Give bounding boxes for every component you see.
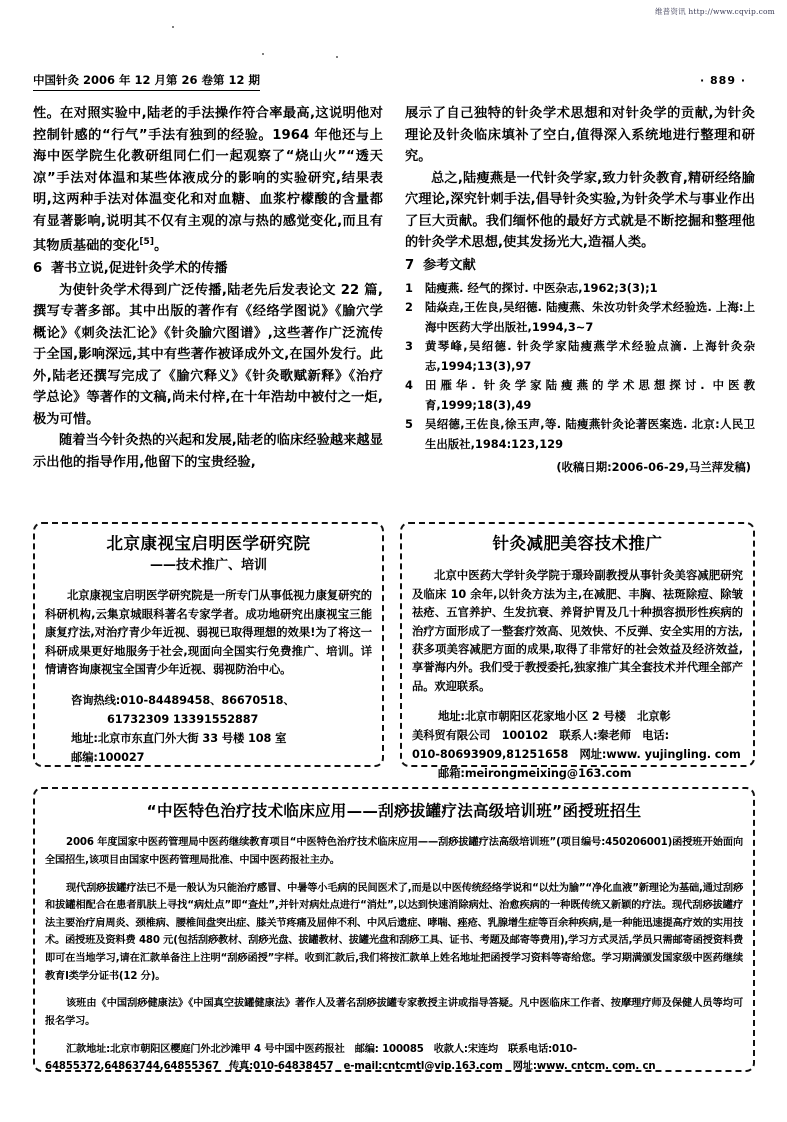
- section-heading-6: [33, 258, 383, 280]
- ad-tel-value: :010-: [548, 1043, 577, 1055]
- reference-superscript: [5]: [139, 237, 155, 247]
- reference-item: [405, 415, 755, 454]
- section-number: 6: [33, 260, 43, 276]
- cqvip-watermark: 维普资讯 http://www.cqvip.com: [654, 7, 775, 16]
- ad-paragraph: 2006 年度国家中医药管理局中医药继续教育项目“中医特色治疗技术临床应用——刮痧拔罐疗法高级培训班”(项目编号:450206001)函授班开始面向全国招生,该项目由国家中医药管理局批准、中国中医药报社主办。: [45, 837, 743, 866]
- scan-speck: [336, 56, 338, 58]
- paragraph: 随着当今针灸热的兴起和发展,陆老的临床经验越来越显示出他的指导作用,他留下的宝贵经验,: [33, 433, 384, 470]
- ad-phone-number: 010-80693909,81251658: [412, 748, 580, 762]
- ad-tel-continued: 64855372,64863744,64855367: [45, 1061, 230, 1073]
- section-number: 7: [405, 257, 415, 273]
- ad-fax-label: 传真: [229, 1061, 250, 1073]
- reference-number: 4: [405, 378, 413, 392]
- ad-email-value: :meirongmeixing@163.com: [460, 767, 632, 781]
- reference-text: 黄琴峰,吴绍德. 针灸学家陆瘦燕学术经验点滴. 上海针灸杂志,1994;13(3),97: [425, 339, 755, 373]
- paragraph: 展示了自己独特的针灸学术思想和对针灸学的贡献,为针灸理论及针灸临床填补了空白,值得深入系统地进行整理和研究。: [405, 106, 755, 164]
- ad-contact-line-2: [45, 1058, 743, 1076]
- ad-contact-label: 联系人: [559, 729, 593, 743]
- ad-email-label: 邮箱: [438, 767, 461, 781]
- ad-phone-colon: :: [664, 729, 669, 743]
- ad-hotline: [45, 691, 372, 710]
- ad-hotline-value: :010-84489458、86670518、: [115, 693, 295, 707]
- ad-remit-label: 汇款地址: [66, 1043, 107, 1055]
- ad-address-label: 地址: [438, 710, 461, 724]
- ad-address: [45, 729, 372, 748]
- paragraph: [33, 103, 383, 257]
- ad-payee-label: 收款人: [433, 1043, 464, 1055]
- reference-text: 陆焱垚,王佐良,吴绍德. 陆瘦燕、朱汝功针灸学术经验选. 上海:上海中医药大学出版社,1994,3~7: [425, 300, 755, 334]
- ad-website-label: 网址: [512, 1061, 533, 1073]
- ad-fax-value: :010-64838457: [249, 1061, 344, 1073]
- ad-box-kangshibao: [33, 522, 384, 767]
- ad-body-text: 北京康视宝启明医学研究院是一所专门从事低视力康复研究的科研机构,云集京城眼科著名专家学者。成功地研究出康视宝三能康复疗法,对治疗青少年近视、弱视已取得理想的效果!为了将这一科研成果更好地服务于社会,现面向全国实行免费推广、培训。详情请咨询康视宝全国青少年近视、弱视防治中心。: [45, 589, 372, 676]
- reference-number: 5: [405, 417, 413, 431]
- left-column: [33, 103, 383, 473]
- reference-number: 3: [405, 339, 413, 353]
- ad-address-label: 地址: [71, 731, 94, 745]
- ad-website-value: :www. cntcm. com. cn: [532, 1061, 656, 1073]
- reference-item: [405, 337, 755, 376]
- ad-address-value: :北京市东直门外大街 33 号楼 108 室: [93, 731, 287, 745]
- ad-postcode-value: : 100085: [374, 1043, 434, 1055]
- ad-company-name: 美科贸有限公司 100102: [412, 729, 560, 743]
- ad-title: “中医特色治疗技术临床应用——刮痧拔罐疗法高级培训班”函授班招生: [146, 802, 642, 820]
- ad-box-acupuncture-slimming: [400, 522, 755, 781]
- running-head: [33, 72, 754, 92]
- ad-tel-label: 联系电话: [507, 1043, 549, 1055]
- reference-number: 2: [405, 300, 413, 314]
- ad-website-label: 网址: [579, 748, 602, 762]
- paragraph-period: 。: [154, 238, 168, 254]
- reference-item: [405, 298, 755, 337]
- ad-email-label: e-mail: [343, 1061, 379, 1073]
- ad-company-contact-line: [412, 726, 743, 745]
- ad-body-text: 北京中医药大学针灸学院于璟玲副教授从事针灸美容减肥研究及临床 10 余年,以针灸方法为主,在减肥、丰胸、祛斑除痘、除皱祛疮、五官养护、生发抗衰、养肾护胃及几十种损容损形性疾病的治疗方面形成了一整套疗效高、见效快、不反弹、安全实用的方法,获多项美容减肥方面的成果,取得了非常好的社会效益及经济效益,享誉海内外。我们受于教授委托,独家推广其全套技术并代理全部产品。欢迎联系。: [412, 569, 743, 693]
- ad-postcode-value: :100027: [93, 750, 145, 764]
- ad-subtitle: ——技术推广、培训: [149, 558, 267, 573]
- paragraph: 总之,陆瘦燕是一代针灸学家,致力针灸教育,精研经络腧穴理论,深究针刺手法,倡导针灸实验,为针灸学术与事业作出了巨大贡献。我们缅怀他的最好方式就是不断挖掘和整理他的针灸学术思想,使其发扬光大,造福人类。: [405, 170, 755, 250]
- ad-payee-value: :宋连均: [463, 1043, 508, 1055]
- ad-postcode-label: 邮编: [354, 1043, 375, 1055]
- ad-title: 北京康视宝启明医学研究院: [106, 534, 311, 553]
- ad-hotline-continued: 61732309 13391552887: [107, 712, 259, 726]
- paragraph: 为使针灸学术得到广泛传播,陆老先后发表论文 22 篇,撰写专著多部。其中出版的著作有《经络学图说》《腧穴学概论》《刺灸法汇论》《针灸腧穴图谱》,这些著作广泛流传于全国,影响深远,其中有些著作被译成外文,在国外发行。此外,陆老还撰写完成了《腧穴释义》《针灸歌赋新释》《治疗学总论》等著作的文稿,尚未付梓,在十年浩劫中被付之一炬,极为可惜。: [33, 282, 383, 427]
- page-number: · 889 ·: [700, 74, 746, 87]
- ad-title: 针灸减肥美容技术推广: [492, 534, 663, 553]
- right-column: [405, 103, 755, 477]
- ad-remittance-line: [45, 1041, 743, 1059]
- journal-issue-line: 中国针灸 2006 年 12 月第 26 卷第 12 期: [33, 72, 260, 91]
- reference-item: [405, 279, 755, 299]
- ad-contact-value: :秦老师: [592, 729, 643, 743]
- reference-text: 吴绍德,王佐良,徐玉声,等. 陆瘦燕针灸论著医案选. 北京:人民卫生出版社,1984:123,129: [425, 417, 755, 451]
- reference-list: [405, 279, 755, 455]
- ad-website-value: :www. yujingling. com: [601, 748, 741, 762]
- received-date: (收稿日期:2006-06-29,马兰萍发稿): [556, 460, 751, 474]
- ad-address-value: :北京市朝阳区花家地小区 2 号楼 北京彰: [460, 710, 671, 724]
- ad-phone-website-line: [412, 745, 743, 764]
- ad-postcode: [45, 748, 372, 767]
- section-title: 参考文献: [423, 257, 476, 273]
- section-title: 著书立说,促进针灸学术的传播: [51, 260, 228, 276]
- ad-remit-value: :北京市朝阳区樱庭门外北沙滩甲 4 号中国中医药报社: [106, 1043, 355, 1055]
- ad-email: [412, 764, 743, 783]
- ad-address: [412, 707, 743, 726]
- reference-item: [405, 376, 755, 415]
- ad-box-guasha-course: [33, 787, 755, 1072]
- article-columns: [33, 103, 755, 513]
- scan-speck: [172, 26, 174, 28]
- ad-hotline-label: 咨询热线: [71, 693, 116, 707]
- reference-number: 1: [405, 280, 413, 295]
- scan-speck: [262, 53, 264, 55]
- reference-text: 田雁华. 针灸学家陆瘦燕的学术思想探讨. 中医教育,1999;18(3),49: [425, 378, 755, 412]
- ad-email-value: :cntcmtl@vip.163.com: [378, 1061, 513, 1073]
- ad-paragraph: 该班由《中国刮痧健康法》《中国真空拔罐健康法》著作人及著名刮痧拔罐专家教授主讲或指导答疑。凡中医临床工作者、按摩理疗师及保健人员等均可报名学习。: [45, 998, 743, 1027]
- paragraph-text: 性。在对照实验中,陆老的手法操作符合率最高,这说明他对控制针感的“行气”手法有独到的经验。1964 年他还与上海中医学院生化教研组同仁们一起观察了“烧山火”“透天凉”手法对体温和某些体液成分的影响的实验研究,结果表明,这两种手法对体温变化和对血糖、血浆柠檬酸的含量都有显著影响,说明其不仅有主观的凉与热的感觉变化,而且有其物质基础的变化: [33, 106, 383, 254]
- ad-paragraph: 现代刮痧拔罐疗法已不是一般认为只能治疗感冒、中暑等小毛病的民间医术了,而是以中医传统经络学说和“以灶为腧”“净化血液”新理论为基础,通过刮痧和拔罐相配合在患者肌肤上寻找“病灶点”即“查灶”,并针对病灶点进行“消灶”,以达到快速消除病灶、治愈疾病的一种既传统又新颖的疗法。现代刮痧拔罐疗法主要治疗肩周炎、颈椎病、腰椎间盘突出症、膝关节疼痛及屈伸不利、中风后遗症、哮喘、痤疮、乳腺增生症等百余种疾病,是一种能迅速提高疗效的实用技术。函授班及资料费 480 元(包括刮痧教材、刮痧光盘、拔罐教材、拔罐光盘和刮痧工具、证书、考题及邮寄等费用),学习方式灵活,学员只需邮寄函授资料费即可在当地学习,请在汇款单备注上注明“刮痧函授”字样。收到汇款后,我们将按汇款单上姓名地址把函授学习资料等寄给您。学习期满颁发国家级中医药继续教育Ⅰ类学分证书(12 分)。: [45, 882, 743, 982]
- reference-text: 陆瘦燕. 经气的探讨. 中医杂志,1962;3(3);1: [425, 280, 658, 295]
- ad-phone-label: 电话: [642, 729, 665, 743]
- ad-postcode-label: 邮编: [71, 750, 94, 764]
- section-heading-7: [405, 255, 755, 277]
